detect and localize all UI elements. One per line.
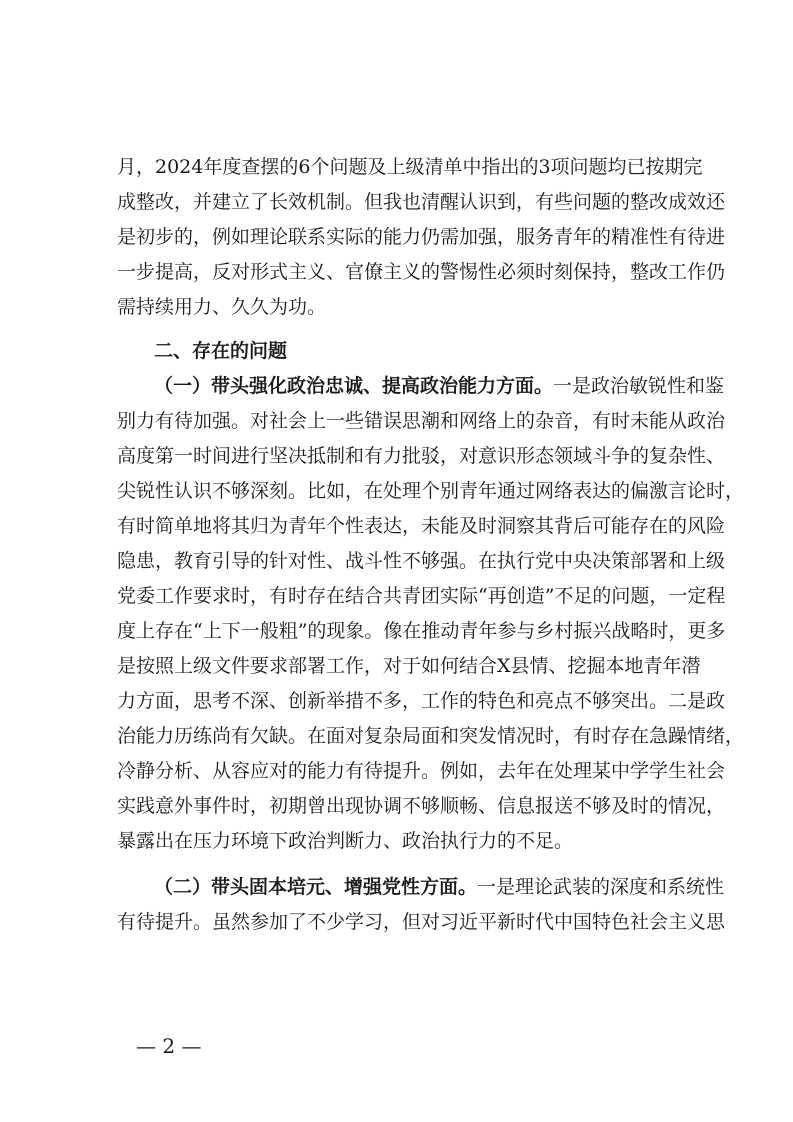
subsection-first-line bbox=[154, 871, 725, 903]
paragraph-line: 是按照上级文件要求部署工作，对于如何结合X县情、挖掘本地青年潜 bbox=[117, 655, 701, 677]
paragraph-line: 治能力历练尚有欠缺。在面对复杂局面和突发情况时，有时存在急躁情绪， bbox=[117, 725, 745, 747]
paragraph-line: 尖锐性认识不够深刻。比如，在处理个别青年通过网络表达的偏激言论时， bbox=[117, 480, 745, 502]
paragraph-line: 是初步的，例如理论联系实际的能力仍需加强，服务青年的精准性有待进 bbox=[117, 226, 726, 248]
paragraph-line: 党委工作要求时，有时存在结合共青团实际“再创造”不足的问题，一定程 bbox=[117, 585, 726, 607]
paragraph-line: 度上存在“上下一般粗”的现象。像在推动青年参与乡村振兴战略时，更多 bbox=[117, 620, 726, 642]
page-number: — 2 — bbox=[136, 1034, 202, 1058]
paragraph-line: 别力有待加强。对社会上一些错误思潮和网络上的杂音，有时未能从政治 bbox=[117, 410, 726, 432]
paragraph-line: 有时简单地将其归为青年个性表达，未能及时洞察其背后可能存在的风险 bbox=[117, 515, 726, 537]
subsection-title: （二）带头固本培元、增强党性方面。 bbox=[154, 876, 478, 898]
paragraph-line: 需持续用力、久久为功。 bbox=[117, 296, 327, 318]
paragraph-line: 高度第一时间进行坚决抵制和有力批驳，对意识形态领域斗争的复杂性、 bbox=[117, 445, 726, 467]
subsection-text: 一是理论武装的深度和系统性 bbox=[477, 876, 725, 898]
paragraph-line: 成整改，并建立了长效机制。但我也清醒认识到，有些问题的整改成效还 bbox=[117, 191, 726, 213]
subsection-first-line bbox=[154, 370, 725, 402]
paragraph-line: 隐患，教育引导的针对性、战斗性不够强。在执行党中央决策部署和上级 bbox=[117, 550, 726, 572]
paragraph-line: 一步提高，反对形式主义、官僚主义的警惕性必须时刻保持，整改工作仍 bbox=[117, 261, 726, 283]
paragraph-line: 力方面，思考不深、创新举措不多，工作的特色和亮点不够突出。二是政 bbox=[117, 690, 726, 712]
subsection-text: 一是政治敏锐性和鉴 bbox=[553, 375, 725, 397]
paragraph-line: 实践意外事件时，初期曾出现协调不够顺畅、信息报送不够及时的情况， bbox=[117, 795, 726, 817]
paragraph-line: 月，2024年度查摆的6个问题及上级清单中指出的3项问题均已按期完 bbox=[117, 156, 703, 178]
subsection-title: （一）带头强化政治忠诚、提高政治能力方面。 bbox=[154, 375, 554, 397]
paragraph-line: 暴露出在压力环境下政治判断力、政治执行力的不足。 bbox=[117, 830, 574, 852]
paragraph-line: 冷静分析、从容应对的能力有待提升。例如，去年在处理某中学学生社会 bbox=[117, 760, 726, 782]
paragraph-line: 有待提升。虽然参加了不少学习，但对习近平新时代中国特色社会主义思 bbox=[117, 911, 726, 933]
section-heading: 二、存在的问题 bbox=[154, 340, 288, 362]
